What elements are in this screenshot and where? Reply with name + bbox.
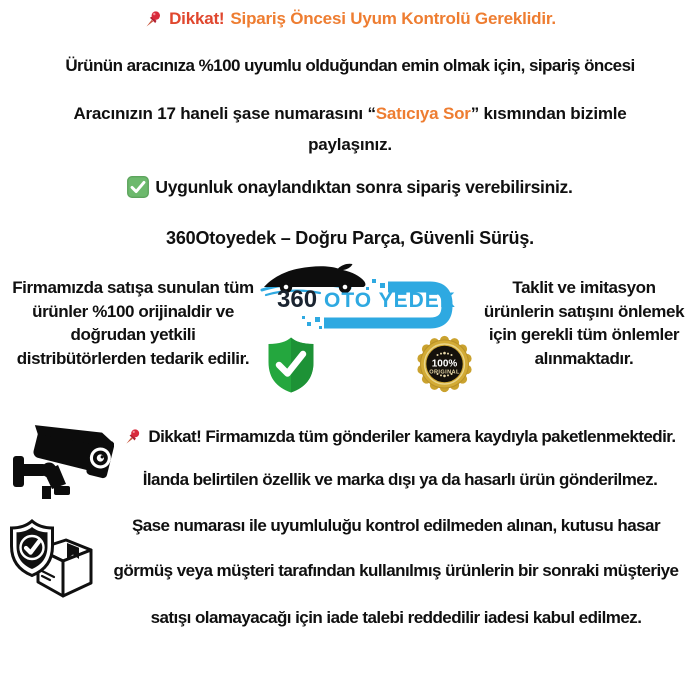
brand-logo [260,260,460,336]
originality-line: Firmamızda satışa sunulan tüm [12,278,254,297]
originality-line: ürünler %100 orijinaldir ve [32,301,234,321]
vin-request-line2: paylaşınız. [308,135,392,154]
checkbox-icon [127,176,149,198]
verified-shield-icon [264,336,318,394]
vin-request-line [0,104,700,124]
return-policy-line: Şase numarası ile uyumluluğu kontrol edilmeden alınan, kutusu hasar [131,516,661,535]
page-title [0,9,700,29]
originality-line: distribütörlerden tedarik edilir. [16,348,250,368]
return-policy-line: satışı olamayacağı için iade talebi reddedilir iadesi kabul edilmez. [150,608,642,627]
originality-text [0,276,269,370]
compatibility-line: Ürünün aracınıza %100 uyumlu olduğundan emin olmak için, sipariş öncesi [65,56,635,75]
brand-slogan: 360Otoyedek – Doğru Parça, Güvenli Sürüş. [166,228,534,248]
original-badge-icon [416,330,473,398]
title-alert-word: Dikkat! [169,9,225,28]
pushpin-icon [144,10,163,29]
shield-package-icon [2,518,94,608]
badge-label: ORIGINAL [429,369,460,376]
anti-counterfeit-line: alınmaktadır. [534,348,634,368]
vin-suffix: ” kısmından bizimle [470,104,627,123]
anti-counterfeit-line: Taklit ve imitasyon [512,278,656,297]
pushpin-icon [124,428,142,446]
originality-line: doğrudan yetkili [70,325,196,344]
approval-text: Uygunluk onaylandıktan sonra sipariş verebilirsiniz. [155,176,573,197]
anti-counterfeit-line: ürünlerin satışını önlemek [483,301,685,321]
vin-prefix: Aracınızın 17 haneli şase numarasını “ [73,104,376,123]
ask-seller-highlight: Satıcıya Sor [375,104,471,123]
anti-counterfeit-line: için gerekli tüm önlemler [488,325,680,344]
cctv-camera-icon [12,424,114,514]
badge-percent: 100% [431,358,458,370]
title-text: Sipariş Öncesi Uyum Kontrolü Gereklidir. [230,9,556,28]
camera-notice-line [100,427,700,447]
logo-name: OTO YEDEK [324,289,456,312]
logo-number: 360 [277,286,318,313]
shipping-guarantee-line: İlanda belirtilen özellik ve marka dışı ya da hasarlı ürün gönderilmez. [142,470,658,489]
return-policy-line: görmüş veya müşteri tarafından kullanılmış ürünlerin bir sonraki müşteriye [113,561,679,580]
camera-notice-text: Dikkat! Firmamızda tüm gönderiler kamera kaydıyla paketlenmektedir. [148,427,676,446]
approval-line [0,176,700,198]
anti-counterfeit-text [466,276,700,370]
